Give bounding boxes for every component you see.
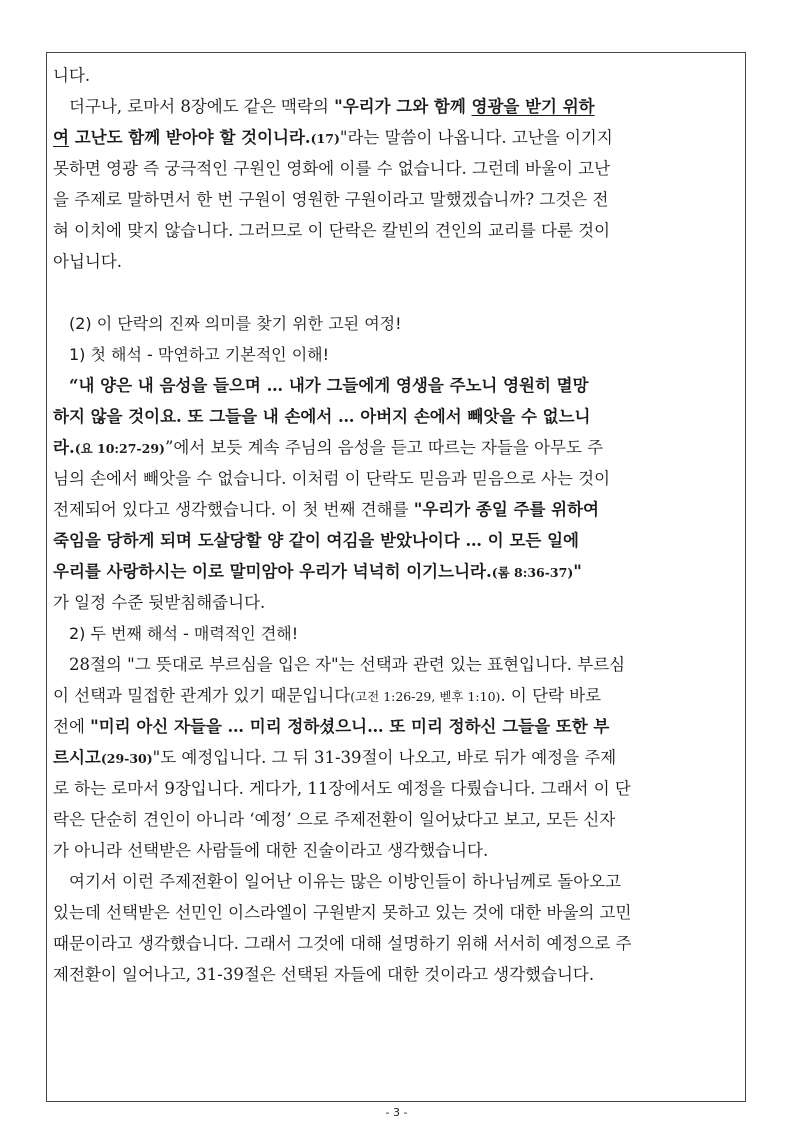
text-line: 제전환이 일어나고, 31-39절은 선택된 자들에 대한 것이라고 생각했습니다. <box>53 965 595 984</box>
bold-quote: 고난도 함께 받아야 할 것이니라. <box>68 128 311 147</box>
bold-quote: "우리가 그와 함께 <box>334 97 472 116</box>
text-line: 때문이라고 생각했습니다. 그래서 그것에 대해 설명하기 위해 서서히 예정으로 주 <box>53 934 632 953</box>
verse-reference: (요 10:27-29) <box>74 441 165 456</box>
bold-quote: 죽임을 당하게 되며 도살당할 양 같이 여김을 받았나이다 … 이 모든 일에 <box>53 531 579 550</box>
section-heading: (2) 이 단락의 진짜 의미를 찾기 위한 고된 여정! <box>69 314 402 333</box>
text-line <box>53 370 741 401</box>
text-line: 가 일정 수준 뒷받침해줍니다. <box>53 593 266 612</box>
verse-reference: (29-30) <box>100 751 153 766</box>
bold-quote: "미리 아신 자들을 … 미리 정하셨으니… 또 미리 정하신 그들을 또한 부 <box>90 717 610 736</box>
text-line <box>53 401 741 432</box>
text-line: 전에 "미리 아신 자들을 … 미리 정하셨으니… 또 미리 정하신 그들을 또한 부 <box>53 717 610 736</box>
document-body <box>53 60 741 990</box>
text-line: 님의 손에서 빼앗을 수 없습니다. 이처럼 이 단락도 믿음과 믿음으로 사는 것이 <box>53 469 611 488</box>
text-line: 혀 이치에 맞지 않습니다. 그러므로 이 단락은 칼빈의 견인의 교리를 다룬 것이 <box>53 221 611 240</box>
text-line: 우리를 사랑하시는 이로 말미암아 우리가 넉넉히 이기느니라.(롬 8:36-37)" <box>53 562 582 581</box>
bold-quote: “내 양은 내 음성을 들으며 … 내가 그들에게 영생을 주노니 영원히 멸망 <box>69 376 589 395</box>
text-line: 이 선택과 밀접한 관계가 있기 때문입니다(고전 1:26-29, 벧후 1:10). 이 단락 바로 <box>53 686 602 705</box>
text-line: 을 주제로 말하면서 한 번 구원이 영원한 구원이라고 말했겠습니까? 그것은 전 <box>53 190 609 209</box>
text-line: 로 하는 로마서 9장입니다. 게다가, 11장에서도 예정을 다뤘습니다. 그래서 이 단 <box>53 779 631 798</box>
bold-quote: 르시고 <box>53 748 101 767</box>
page-number: - 3 - <box>385 1106 408 1119</box>
text-line: 못하면 영광 즉 궁극적인 구원인 영화에 이를 수 없습니다. 그런데 바울이 고난 <box>53 159 611 178</box>
verse-reference: (롬 8:36-37) <box>491 565 574 580</box>
text-line: 르시고(29-30)"도 예정입니다. 그 뒤 31-39절이 나오고, 바로 뒤가 예정을 주제 <box>53 748 617 767</box>
subsection-heading: 1) 첫 해석 - 막연하고 기본적인 이해! <box>69 345 330 364</box>
text-line: 락은 단순히 견인이 아니라 ‘예정’ 으로 주제전환이 일어났다고 보고, 모든 신자 <box>53 810 616 829</box>
text-line: 니다. <box>53 66 91 85</box>
text-line: 28절의 "그 뜻대로 부르심을 입은 자"는 선택과 관련 있는 표현입니다. 부르심 <box>69 655 626 674</box>
underlined-quote: 여 <box>53 128 69 147</box>
text-line <box>53 525 741 556</box>
text-line: 더구나, 로마서 8장에도 같은 맥락의 "우리가 그와 함께 영광을 받기 위하 <box>69 97 595 116</box>
blank-line <box>53 277 741 308</box>
bold-quote: 라. <box>53 438 75 457</box>
bold-quote: 우리를 사랑하시는 이로 말미암아 우리가 넉넉히 이기느니라. <box>53 562 492 581</box>
text-line: 라.(요 10:27-29)”에서 보듯 계속 주님의 음성을 듣고 따르는 자들을 아무도 주 <box>53 438 604 457</box>
verse-reference: (17) <box>310 131 340 146</box>
text-line: 여 고난도 함께 받아야 할 것이니라.(17)"라는 말씀이 나옵니다. 고난을 이기지 <box>53 128 613 147</box>
bold-quote: "우리가 종일 주를 위하여 <box>413 500 599 519</box>
text-line: 가 아니라 선택받은 사람들에 대한 진술이라고 생각했습니다. <box>53 841 489 860</box>
underlined-quote: 영광을 받기 위하 <box>471 97 595 116</box>
text-line: 전제되어 있다고 생각했습니다. 이 첫 번째 견해를 "우리가 종일 주를 위하여 <box>53 500 599 519</box>
text-line: 있는데 선택받은 선민인 이스라엘이 구원받지 못하고 있는 것에 대한 바울의 고민 <box>53 903 632 922</box>
text-line: 아닙니다. <box>53 252 123 271</box>
bold-quote: 하지 않을 것이요. 또 그들을 내 손에서 … 아버지 손에서 빼앗을 수 없느니 <box>53 407 591 426</box>
subsection-heading: 2) 두 번째 해석 - 매력적인 견해! <box>69 624 299 643</box>
text-line: 여기서 이런 주제전환이 일어난 이유는 많은 이방인들이 하나님께로 돌아오고 <box>69 872 622 891</box>
verse-reference: (고전 1:26-29, 벧후 1:10) <box>350 689 501 704</box>
